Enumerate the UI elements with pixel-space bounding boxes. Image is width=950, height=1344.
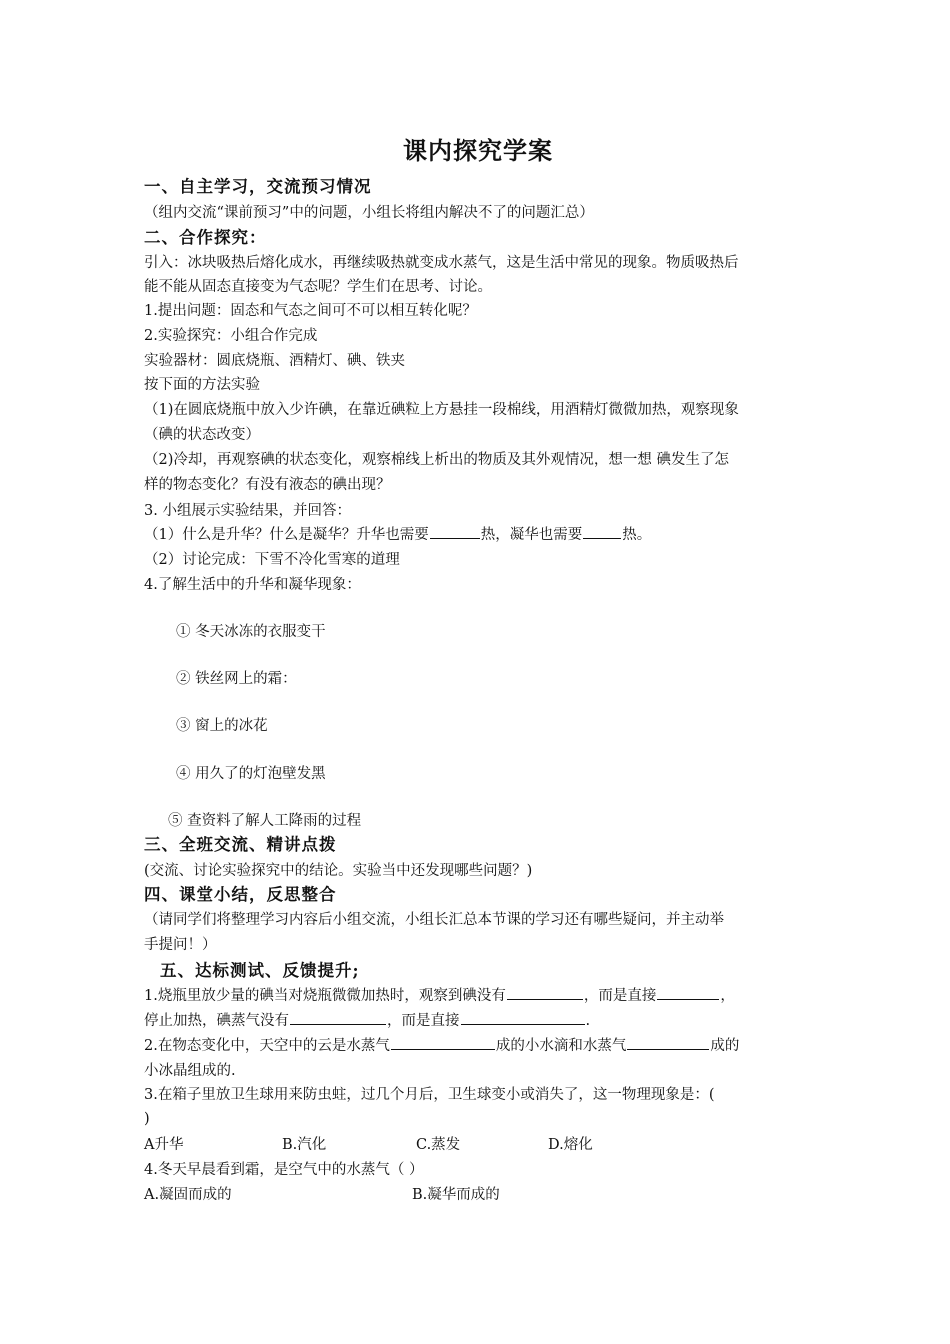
test-3-option-b[interactable]: B.汽化 xyxy=(282,1137,327,1153)
answer-blank[interactable] xyxy=(461,1010,585,1025)
test-1-text-f: . xyxy=(585,1013,591,1029)
test-2-line-1 xyxy=(144,1035,739,1057)
intro-line-1: 引入：冰块吸热后熔化成水，再继续吸热就变成水蒸气，这是生活中常见的现象。物质吸热后 xyxy=(144,255,739,271)
test-4-question: 4.冬天早晨看到霜，是空气中的水蒸气（ ） xyxy=(144,1162,424,1178)
test-2-text-a: 2.在物态变化中，天空中的云是水蒸气 xyxy=(144,1038,390,1054)
answer-blank[interactable] xyxy=(391,1035,495,1050)
section-4-note-2: 手提问！） xyxy=(144,937,217,953)
test-1-text-c: ， xyxy=(720,988,735,1004)
test-3-line-1: 3.在箱子里放卫生球用来防虫蛀，过几个月后，卫生球变小或消失了，这一物理现象是：( xyxy=(144,1087,715,1103)
equipment-list: 实验器材：圆底烧瓶、酒精灯、碘、铁夹 xyxy=(144,353,405,369)
answer-blank[interactable] xyxy=(657,985,719,1000)
question-3-1-text-b: 热，凝华也需要 xyxy=(480,527,583,543)
test-3-option-a[interactable]: A升华 xyxy=(144,1137,184,1153)
test-4-option-b[interactable]: B.凝华而成的 xyxy=(412,1187,500,1203)
example-item-2: ② 铁丝网上的霜： xyxy=(176,671,297,687)
example-item-5: ⑤ 查资料了解人工降雨的过程 xyxy=(168,813,362,829)
section-3-note: (交流、讨论实验探究中的结论。实验当中还发现哪些问题？) xyxy=(144,863,533,879)
section-1-note: （组内交流“课前预习”中的问题，小组长将组内解决不了的问题汇总） xyxy=(144,205,594,221)
question-3-1 xyxy=(144,524,651,546)
test-1-line-2 xyxy=(144,1010,590,1032)
example-item-3: ③ 窗上的冰花 xyxy=(176,718,268,734)
section-3-heading: 三、全班交流、精讲点拨 xyxy=(144,835,337,854)
section-2-heading: 二、合作探究： xyxy=(144,228,267,247)
test-4-option-a[interactable]: A.凝固而成的 xyxy=(144,1187,232,1203)
page-title: 课内探究学案 xyxy=(403,136,553,165)
test-2-line-2: 小冰晶组成的. xyxy=(144,1063,236,1079)
example-item-4: ④ 用久了的灯泡壁发黑 xyxy=(176,766,326,782)
intro-line-2: 能不能从固态直接变为气态呢？学生们在思考、讨论。 xyxy=(144,279,492,295)
method-label: 按下面的方法实验 xyxy=(144,377,260,393)
question-4: 4.了解生活中的升华和凝华现象： xyxy=(144,577,361,593)
test-2-text-c: 成的 xyxy=(710,1038,740,1054)
test-1-text-b: ，而是直接 xyxy=(583,988,657,1004)
test-3-option-c[interactable]: C.蒸发 xyxy=(416,1137,461,1153)
question-2: 2.实验探究：小组合作完成 xyxy=(144,328,318,344)
test-2-text-b: 成的小水滴和水蒸气 xyxy=(495,1038,627,1054)
test-1-text-a: 1.烧瓶里放少量的碘当对烧瓶微微加热时，观察到碘没有 xyxy=(144,988,506,1004)
test-1-text-d: 停止加热，碘蒸气没有 xyxy=(144,1013,289,1029)
answer-blank[interactable] xyxy=(627,1035,709,1050)
section-4-heading: 四、课堂小结，反思整合 xyxy=(144,885,337,904)
answer-blank[interactable] xyxy=(290,1010,386,1025)
answer-blank[interactable] xyxy=(583,524,621,539)
step-1-line-2: （碘的状态改变） xyxy=(144,427,260,443)
section-5-heading: 五、达标测试、反馈提升; xyxy=(160,961,360,980)
answer-blank[interactable] xyxy=(430,524,480,539)
test-1-line-1 xyxy=(144,985,735,1007)
question-1: 1.提出问题：固态和气态之间可不可以相互转化呢？ xyxy=(144,303,477,319)
example-item-1: ① 冬天冰冻的衣服变干 xyxy=(176,624,326,640)
step-1-line-1: （1)在圆底烧瓶中放入少许碘，在靠近碘粒上方悬挂一段棉线，用酒精灯微微加热，观察现象 xyxy=(144,402,739,418)
test-3-line-2: ) xyxy=(144,1111,150,1127)
question-3-1-text-c: 热。 xyxy=(622,527,652,543)
section-1-heading: 一、自主学习，交流预习情况 xyxy=(144,177,372,196)
step-2-line-1: （2)冷却，再观察碘的状态变化，观察棉线上析出的物质及其外观情况，想一想 碘发生了怎 xyxy=(144,452,729,468)
test-1-text-e: ，而是直接 xyxy=(387,1013,460,1029)
test-3-option-d[interactable]: D.熔化 xyxy=(548,1137,593,1153)
question-3: 3. 小组展示实验结果，并回答： xyxy=(144,503,351,519)
answer-blank[interactable] xyxy=(507,985,583,1000)
step-2-line-2: 样的物态变化？有没有液态的碘出现？ xyxy=(144,477,391,493)
question-3-2: （2）讨论完成：下雪不冷化雪寒的道理 xyxy=(144,552,400,568)
section-4-note-1: （请同学们将整理学习内容后小组交流，小组长汇总本节课的学习还有哪些疑问，并主动举 xyxy=(144,912,724,928)
question-3-1-text-a: （1）什么是升华？什么是凝华？升华也需要 xyxy=(144,527,429,543)
